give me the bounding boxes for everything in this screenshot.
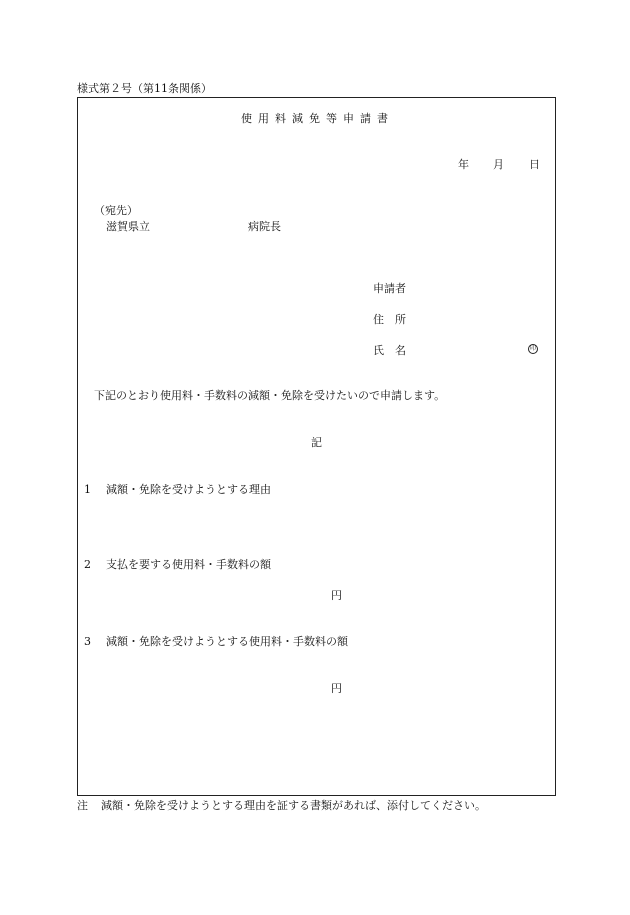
addressee-prefix: 滋賀県立 [106,220,150,233]
seal-mark: 印 [529,345,536,352]
item-3-unit: 円 [331,682,342,695]
item-2-unit: 円 [331,589,342,602]
applicant-name-label: 氏 名 [373,344,406,357]
item-2-number: 2 [84,558,91,571]
item-3-number: 3 [84,635,91,648]
date-year-label: 年 [458,158,469,171]
addressee-label: （宛先） [94,204,138,217]
footer-note-label: 注 [77,799,88,812]
item-1-number: 1 [84,483,91,496]
item-3-text: 減額・免除を受けようとする使用料・手数料の額 [106,635,348,648]
item-1-text: 減額・免除を受けようとする理由 [106,483,271,496]
ki-heading: 記 [311,436,322,449]
date-day-label: 日 [529,158,540,171]
item-2-text: 支払を要する使用料・手数料の額 [106,558,271,571]
date-month-label: 月 [493,158,504,171]
intro-text: 下記のとおり使用料・手数料の減額・免除を受けたいので申請します。 [94,389,446,402]
footer-note: 減額・免除を受けようとする理由を証する書類があれば、添付してください。 [101,799,486,812]
applicant-label: 申請者 [373,282,406,295]
form-title: 使用料減免等申請書 [241,112,394,125]
addressee-suffix: 病院長 [248,220,281,233]
applicant-address-label: 住 所 [373,313,406,326]
form-number: 様式第２号（第11条関係） [77,82,212,95]
